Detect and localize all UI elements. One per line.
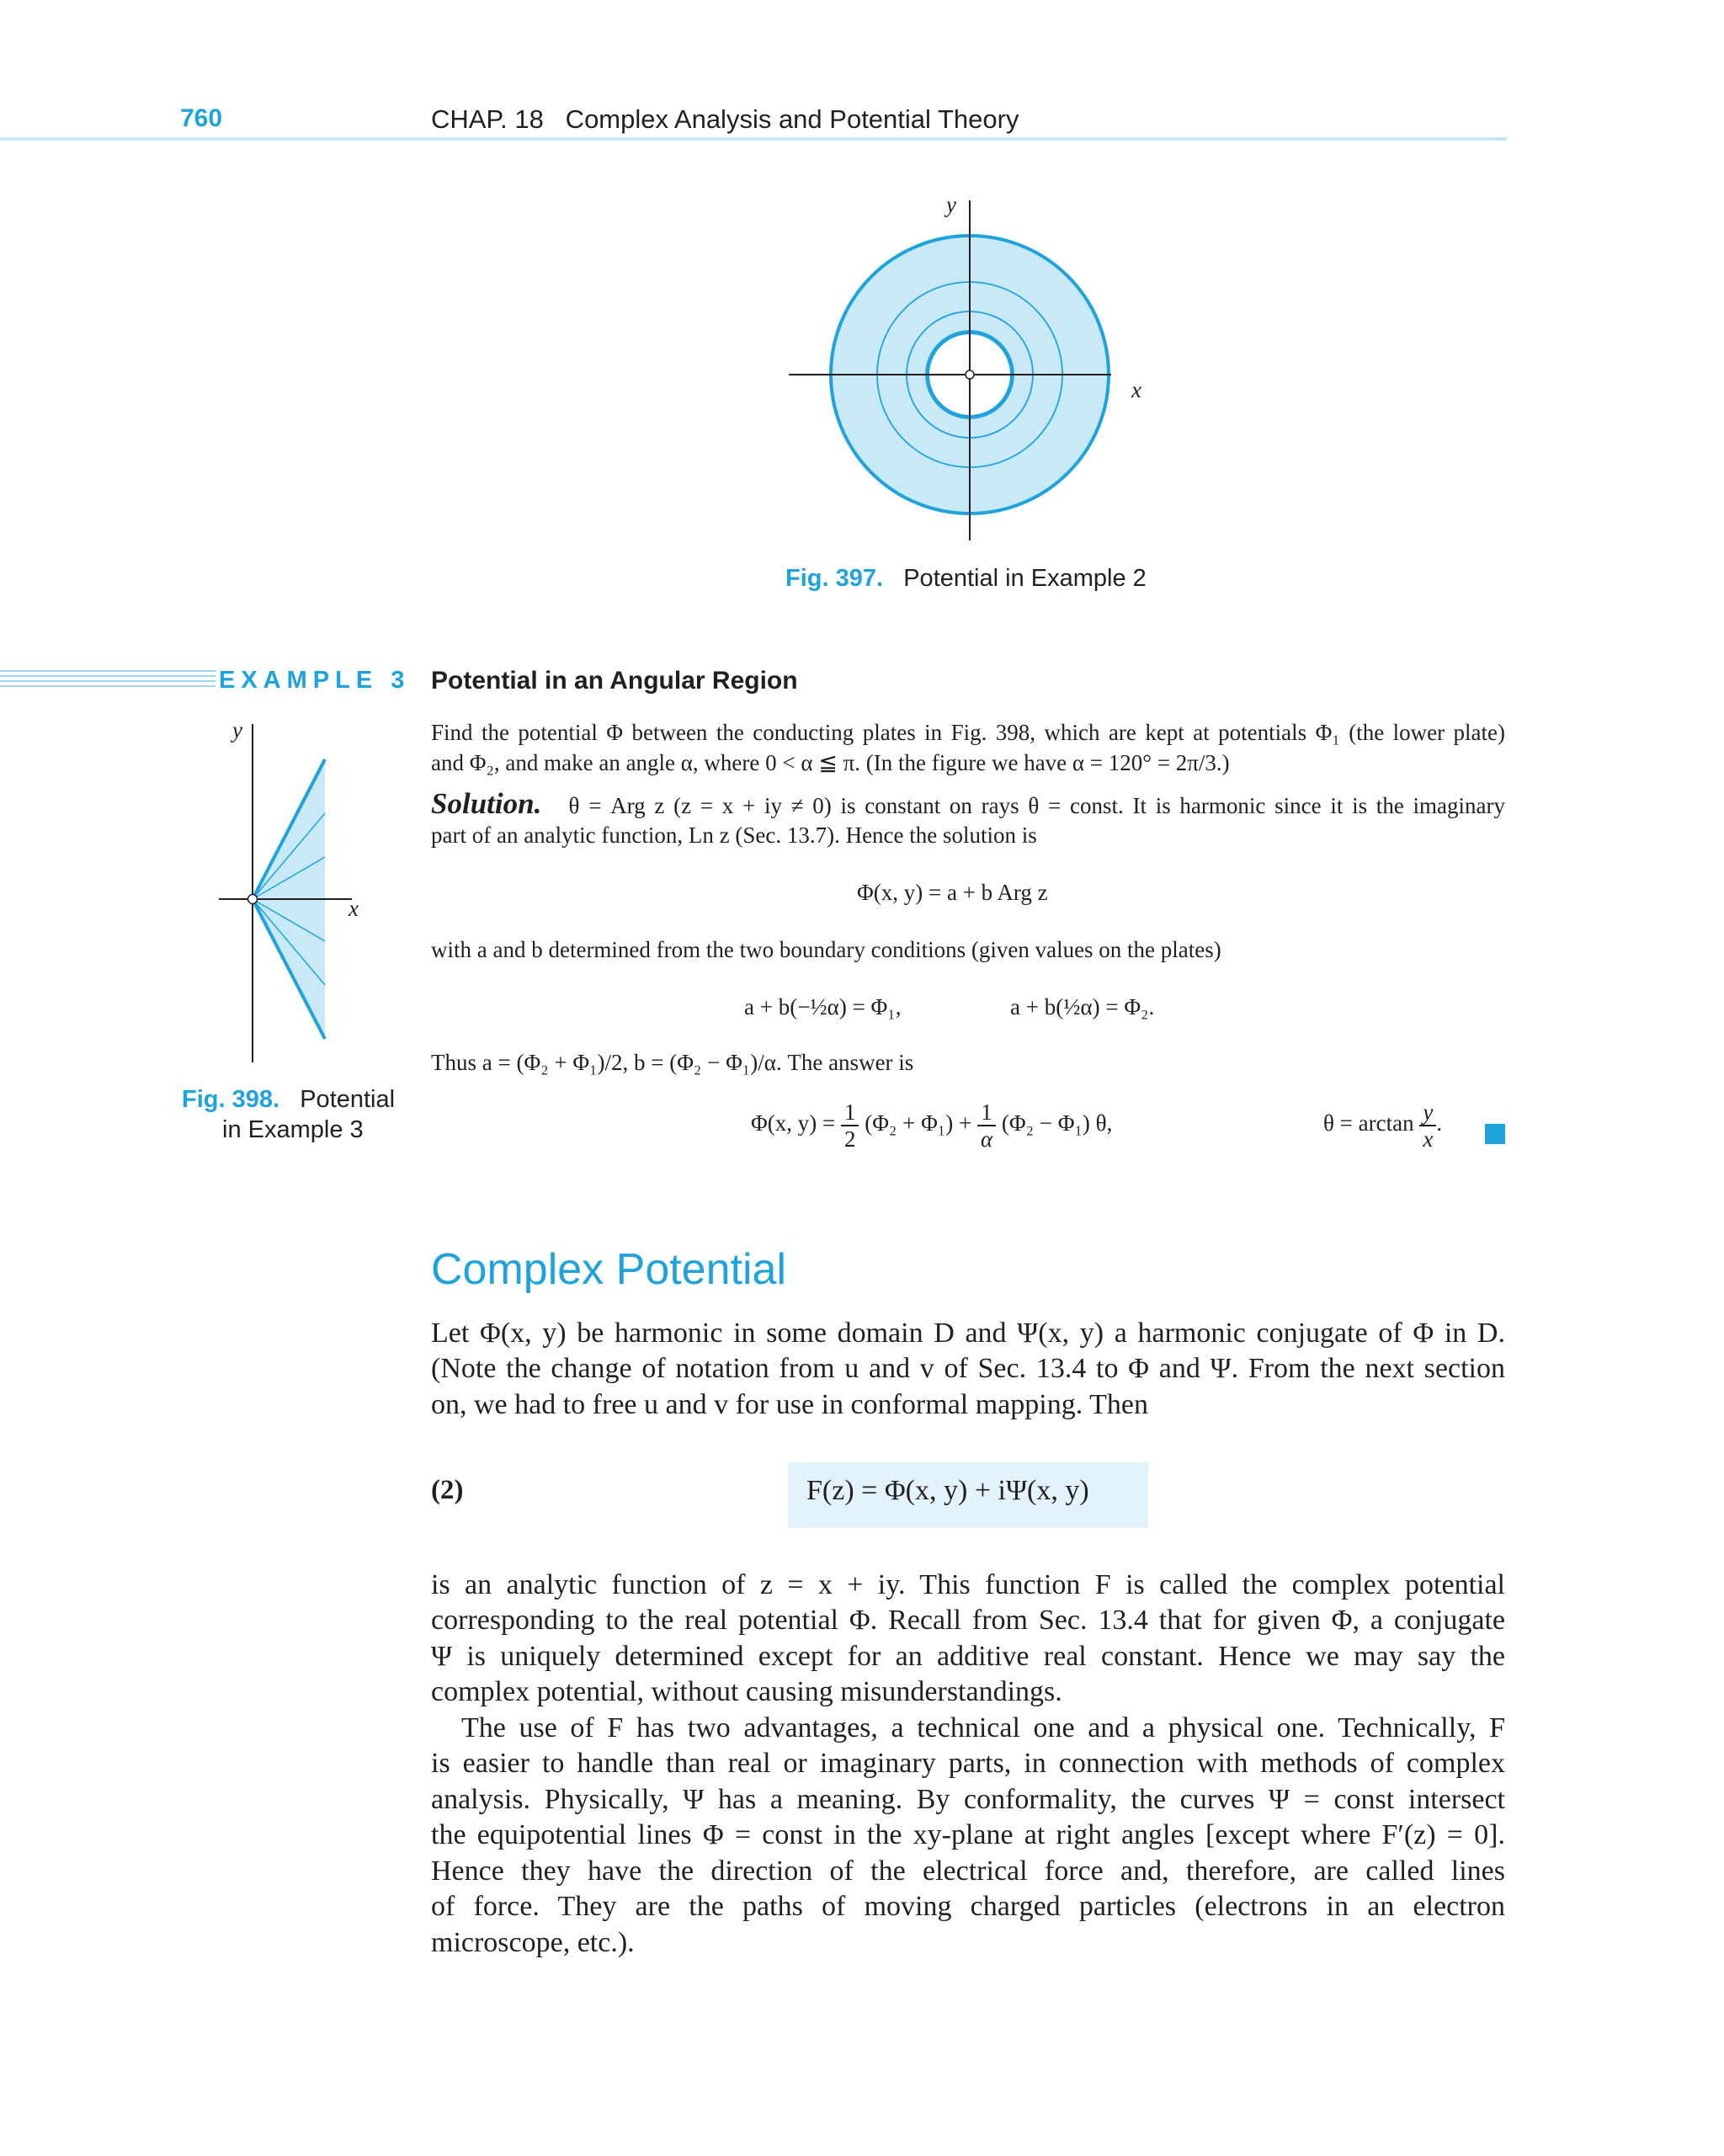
example-label: EXAMPLE 3 bbox=[216, 667, 410, 695]
vertex-dot bbox=[248, 895, 258, 904]
fig398-caption-line1: Potential bbox=[300, 1086, 396, 1113]
p3-line1: The use of F has two advantages, a technical one and a physical one. Technically, F bbox=[461, 1712, 1505, 1743]
p3-line4: the equipotential lines Φ = const in the xy-plane at right angles [except where F′(z) = 0]. bbox=[431, 1819, 1505, 1850]
running-head: CHAP. 18 Complex Analysis and Potential Theory bbox=[431, 104, 1019, 134]
frac2-denominator: α bbox=[980, 1126, 993, 1152]
fraction-one-over-alpha bbox=[977, 1099, 996, 1152]
fig398-caption bbox=[182, 1083, 395, 1116]
p3-line7: microscope, etc.). bbox=[431, 1927, 635, 1958]
solution-line1 bbox=[431, 789, 1505, 821]
p1-line1: Let Φ(x, y) be harmonic in some domain D and Ψ(x, y) a harmonic conjugate of Φ in D. bbox=[431, 1318, 1505, 1349]
equation-complex-potential: F(z) = Φ(x, y) + iΨ(x, y) bbox=[806, 1475, 1089, 1506]
end-of-example-square bbox=[1485, 1124, 1505, 1144]
theta-end: . bbox=[1436, 1110, 1443, 1137]
p1-line3: on, we had to free u and v for use in conformal mapping. Then bbox=[431, 1389, 1148, 1420]
example-text-line2: and Φ₂, and make an angle α, where 0 < α ≦ π. (In the figure we have α = 120° = 2π/3.) bbox=[431, 750, 1230, 775]
fig398-y-label: y bbox=[232, 717, 242, 743]
p2-line3: Ψ is uniquely determined except for an additive real constant. Hence we may say the bbox=[431, 1641, 1505, 1672]
theta-numerator: y bbox=[1419, 1099, 1436, 1126]
answer-lhs: Φ(x, y) = bbox=[751, 1110, 836, 1137]
equation-bc2: a + b(½α) = Φ₂. bbox=[1010, 994, 1155, 1019]
page-number: 760 bbox=[180, 104, 223, 132]
origin-dot bbox=[966, 370, 974, 379]
equation-answer bbox=[751, 1099, 1112, 1152]
example-text-line1: Find the potential Φ between the conducting plates in Fig. 398, which are kept at potentials Φ₁ (the lower plate) bbox=[431, 720, 1505, 745]
fig397-label: Fig. 397. bbox=[785, 565, 884, 592]
p3-line5: Hence they have the direction of the electrical force and, therefore, are called lines bbox=[431, 1855, 1505, 1887]
equation-bc1: a + b(−½α) = Φ₁, bbox=[744, 994, 902, 1019]
fig397-y-label: y bbox=[946, 192, 956, 217]
frac2-numerator: 1 bbox=[977, 1099, 996, 1126]
text-thus: Thus a = (Φ₂ + Φ₁)/2, b = (Φ₂ − Φ₁)/α. The answer is bbox=[431, 1050, 914, 1075]
header-rule bbox=[0, 137, 1507, 141]
p3-line6: of force. They are the paths of moving charged particles (electrons in an electron bbox=[431, 1891, 1505, 1922]
p1-line2: (Note the change of notation from u and v of Sec. 13.4 to Φ and Ψ. From the next section bbox=[431, 1353, 1505, 1384]
p3-line2: is easier to handle than real or imaginary parts, in connection with methods of complex bbox=[431, 1748, 1505, 1779]
answer-end: (Φ₂ − Φ₁) θ, bbox=[1001, 1110, 1113, 1137]
p3-line3: analysis. Physically, Ψ has a meaning. By conformality, the curves Ψ = const intersect bbox=[431, 1784, 1506, 1815]
p2-line1: is an analytic function of z = x + iy. This function F is called the complex potential bbox=[431, 1569, 1505, 1600]
p2-line2: corresponding to the real potential Φ. Recall from Sec. 13.4 that for given Φ, a conjugate bbox=[431, 1605, 1505, 1636]
example-title: Potential in an Angular Region bbox=[431, 667, 798, 695]
fig398-label: Fig. 398. bbox=[182, 1086, 280, 1113]
solution-label: Solution. bbox=[431, 787, 542, 820]
fig397-caption-text: Potential in Example 2 bbox=[903, 565, 1147, 592]
fig397-caption bbox=[785, 565, 1147, 593]
theta-lhs: θ = arctan bbox=[1323, 1110, 1414, 1137]
solution-text-line1: θ = Arg z (z = x + iy ≠ 0) is constant on rays θ = const. It is harmonic since it is the imaginary bbox=[568, 793, 1505, 818]
fig-397-annulus bbox=[783, 194, 1153, 547]
frac1-numerator: 1 bbox=[841, 1099, 859, 1126]
answer-middle: (Φ₂ + Φ₁) + bbox=[865, 1110, 972, 1137]
p2-line4: complex potential, without causing misunderstandings. bbox=[431, 1676, 1062, 1707]
fraction-one-half bbox=[841, 1099, 859, 1152]
frac1-denominator: 2 bbox=[843, 1126, 856, 1152]
equation-number: (2) bbox=[431, 1475, 464, 1505]
fig398-x-label: x bbox=[349, 896, 359, 921]
theta-denominator: x bbox=[1423, 1126, 1434, 1152]
equation-solution: Φ(x, y) = a + b Arg z bbox=[857, 880, 1048, 905]
text-boundary-conditions: with a and b determined from the two boundary conditions (given values on the plates) bbox=[431, 937, 1221, 962]
fig-398-wedge bbox=[210, 716, 379, 1069]
solution-text-line2: part of an analytic function, Ln z (Sec. 13.7). Hence the solution is bbox=[431, 822, 1037, 848]
fig398-caption-line2: in Example 3 bbox=[222, 1116, 364, 1143]
section-heading: Complex Potential bbox=[431, 1245, 786, 1294]
fig397-x-label: x bbox=[1131, 377, 1141, 402]
equation-theta bbox=[1323, 1099, 1442, 1152]
fraction-y-over-x bbox=[1419, 1099, 1436, 1152]
